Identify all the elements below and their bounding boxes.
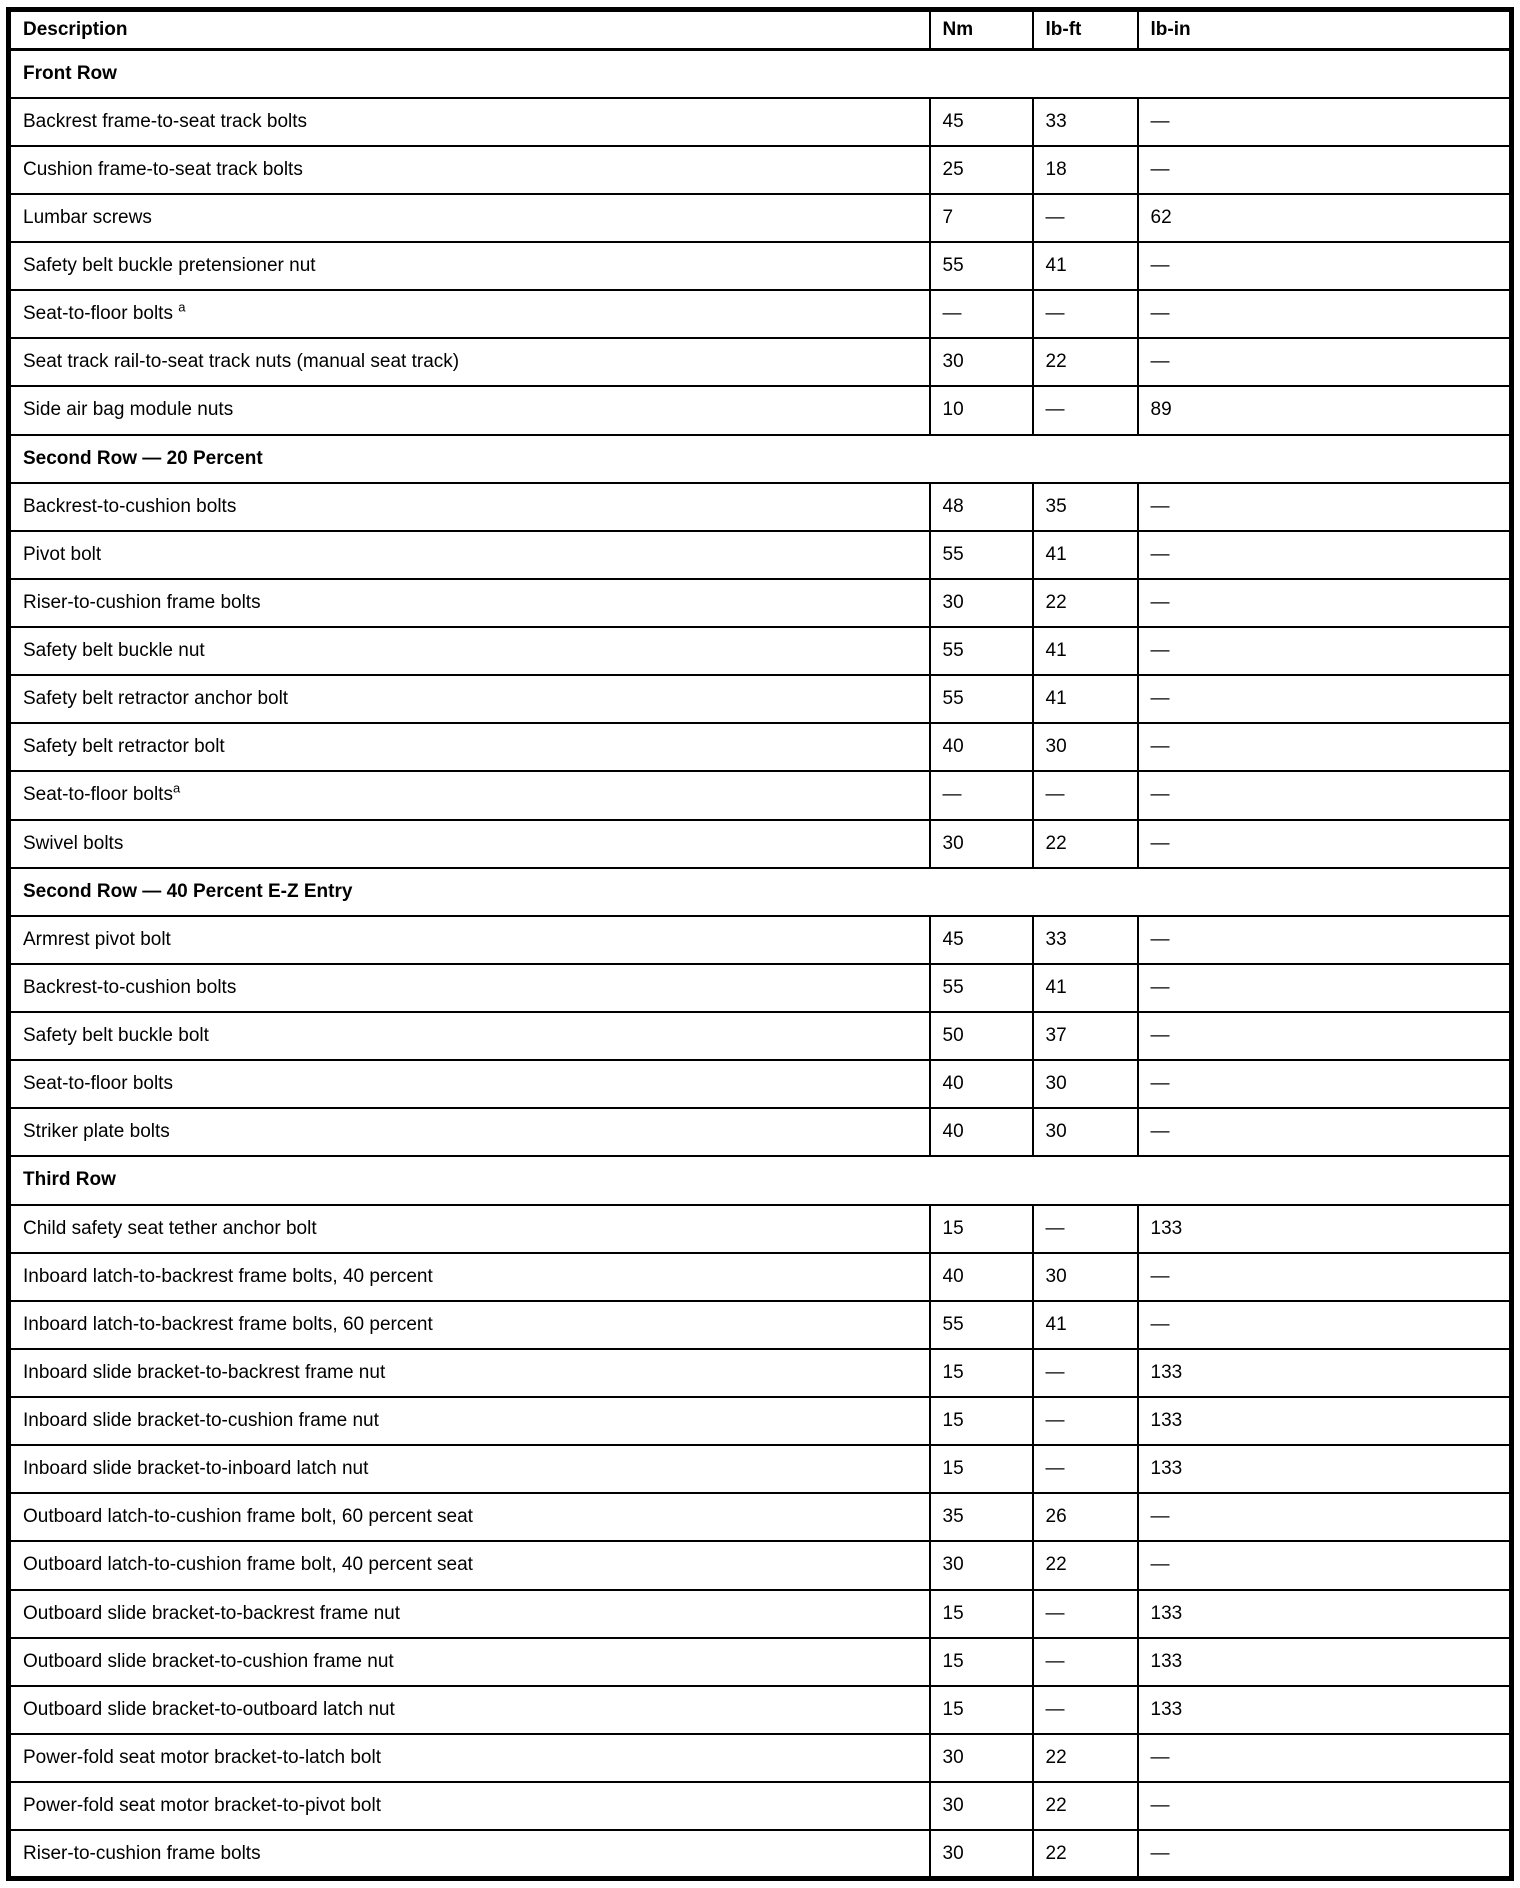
description-cell: Outboard latch-to-cushion frame bolt, 40 percent seat [9,1541,930,1589]
table-row [9,1686,1512,1734]
lbft-cell: 30 [1033,1253,1138,1301]
table-row [9,1734,1512,1782]
description-cell: Seat-to-floor bolts $^a$ [9,290,930,338]
table-row [9,820,1512,868]
column-header-lbft: lb-ft [1033,10,1138,50]
section-title: Second Row — 20 Percent [9,435,1512,483]
table-row [9,338,1512,386]
table-row [9,675,1512,723]
table-row [9,531,1512,579]
description-cell: Inboard slide bracket-to-backrest frame nut [9,1349,930,1397]
lbft-cell: — [1033,194,1138,242]
table-row [9,916,1512,964]
lbft-cell: 30 [1033,1108,1138,1156]
lbft-cell: — [1033,290,1138,338]
nm-cell: 40 [930,1060,1033,1108]
table-row [9,1349,1512,1397]
description-cell: Inboard latch-to-backrest frame bolts, 60 percent [9,1301,930,1349]
nm-cell: 40 [930,723,1033,771]
lbin-cell: 133 [1138,1205,1512,1253]
lbin-cell: — [1138,1108,1512,1156]
nm-cell: 15 [930,1349,1033,1397]
table-row [9,483,1512,531]
nm-cell: 10 [930,386,1033,434]
description-cell: Pivot bolt [9,531,930,579]
nm-cell: 30 [930,1830,1033,1878]
section-header-row [9,435,1512,483]
table-row [9,1060,1512,1108]
nm-cell: 45 [930,916,1033,964]
description-cell: Lumbar screws [9,194,930,242]
table-row [9,146,1512,194]
lbin-cell: — [1138,290,1512,338]
nm-cell: 30 [930,338,1033,386]
footnote-marker: a [172,781,181,797]
table-header [9,10,1512,50]
lbft-cell: 41 [1033,675,1138,723]
description-cell: Side air bag module nuts [9,386,930,434]
lbft-cell: 41 [1033,242,1138,290]
table-row [9,1493,1512,1541]
lbin-cell: 133 [1138,1445,1512,1493]
column-header-nm: Nm [930,10,1033,50]
nm-cell: 7 [930,194,1033,242]
table-row [9,1012,1512,1060]
lbft-cell: 22 [1033,1782,1138,1830]
lbin-cell: — [1138,579,1512,627]
lbin-cell: — [1138,98,1512,146]
nm-cell: 55 [930,675,1033,723]
torque-spec-table [6,7,1514,1881]
nm-cell: 25 [930,146,1033,194]
lbft-cell: 33 [1033,916,1138,964]
section-header-row [9,1156,1512,1204]
nm-cell: 15 [930,1205,1033,1253]
description-cell: Outboard slide bracket-to-outboard latch nut [9,1686,930,1734]
lbin-cell: — [1138,675,1512,723]
table-row [9,1590,1512,1638]
nm-cell: 30 [930,820,1033,868]
nm-cell: 40 [930,1253,1033,1301]
table-row [9,1782,1512,1830]
lbin-cell: 133 [1138,1590,1512,1638]
lbft-cell: 22 [1033,1734,1138,1782]
nm-cell: — [930,771,1033,819]
lbin-cell: — [1138,1012,1512,1060]
lbin-cell: — [1138,1301,1512,1349]
lbft-cell: 41 [1033,627,1138,675]
lbft-cell: — [1033,386,1138,434]
description-cell: Backrest-to-cushion bolts [9,964,930,1012]
lbft-cell: 18 [1033,146,1138,194]
lbin-cell: — [1138,531,1512,579]
table-row [9,1301,1512,1349]
lbin-cell: — [1138,146,1512,194]
lbin-cell: — [1138,242,1512,290]
lbin-cell: — [1138,1253,1512,1301]
nm-cell: 15 [930,1638,1033,1686]
nm-cell: 15 [930,1686,1033,1734]
lbin-cell: — [1138,771,1512,819]
lbin-cell: 62 [1138,194,1512,242]
table-row [9,579,1512,627]
nm-cell: 55 [930,964,1033,1012]
lbft-cell: 22 [1033,338,1138,386]
lbin-cell: — [1138,1493,1512,1541]
lbft-cell: — [1033,771,1138,819]
description-cell: Inboard slide bracket-to-inboard latch nut [9,1445,930,1493]
table-row [9,242,1512,290]
table-body [9,50,1512,1879]
lbft-cell: 26 [1033,1493,1138,1541]
description-cell: Safety belt buckle pretensioner nut [9,242,930,290]
nm-cell: 35 [930,1493,1033,1541]
lbft-cell: — [1033,1349,1138,1397]
description-cell: Seat track rail-to-seat track nuts (manual seat track) [9,338,930,386]
lbft-cell: 41 [1033,531,1138,579]
lbft-cell: 33 [1033,98,1138,146]
nm-cell: 48 [930,483,1033,531]
table-row [9,1830,1512,1878]
lbft-cell: — [1033,1590,1138,1638]
column-header-row [9,10,1512,50]
nm-cell: 15 [930,1590,1033,1638]
nm-cell: — [930,290,1033,338]
nm-cell: 15 [930,1445,1033,1493]
nm-cell: 30 [930,1734,1033,1782]
lbft-cell: 37 [1033,1012,1138,1060]
description-cell: Outboard slide bracket-to-backrest frame nut [9,1590,930,1638]
section-title: Third Row [9,1156,1512,1204]
nm-cell: 55 [930,531,1033,579]
footnote-marker: a [178,299,186,315]
lbin-cell: — [1138,1830,1512,1878]
description-cell: Safety belt retractor anchor bolt [9,675,930,723]
nm-cell: 45 [930,98,1033,146]
lbin-cell: 133 [1138,1397,1512,1445]
description-cell: Backrest-to-cushion bolts [9,483,930,531]
table-row [9,1205,1512,1253]
column-header-lbin: lb-in [1138,10,1512,50]
lbft-cell: 22 [1033,820,1138,868]
section-title: Front Row [9,50,1512,98]
lbft-cell: — [1033,1205,1138,1253]
lbin-cell: — [1138,916,1512,964]
lbft-cell: — [1033,1686,1138,1734]
table-row [9,964,1512,1012]
nm-cell: 50 [930,1012,1033,1060]
table-row [9,386,1512,434]
description-cell: Cushion frame-to-seat track bolts [9,146,930,194]
nm-cell: 40 [930,1108,1033,1156]
description-cell: Power-fold seat motor bracket-to-pivot bolt [9,1782,930,1830]
lbin-cell: — [1138,1541,1512,1589]
lbft-cell: 22 [1033,1541,1138,1589]
column-header-description: Description [9,10,930,50]
lbin-cell: — [1138,1782,1512,1830]
description-cell: Outboard slide bracket-to-cushion frame nut [9,1638,930,1686]
table-row [9,1108,1512,1156]
description-cell: Safety belt buckle nut [9,627,930,675]
section-title: Second Row — 40 Percent E-Z Entry [9,868,1512,916]
lbin-cell: — [1138,1734,1512,1782]
table-row [9,1397,1512,1445]
table-row [9,290,1512,338]
description-cell: Outboard latch-to-cushion frame bolt, 60 percent seat [9,1493,930,1541]
table-row [9,627,1512,675]
lbin-cell: — [1138,483,1512,531]
lbin-cell: — [1138,723,1512,771]
lbin-cell: 89 [1138,386,1512,434]
nm-cell: 55 [930,1301,1033,1349]
description-cell: Safety belt buckle bolt [9,1012,930,1060]
description-cell: Safety belt retractor bolt [9,723,930,771]
table-row [9,771,1512,819]
nm-cell: 30 [930,1541,1033,1589]
lbft-cell: 22 [1033,1830,1138,1878]
table-row [9,98,1512,146]
description-cell: Inboard slide bracket-to-cushion frame nut [9,1397,930,1445]
description-cell: Seat-to-floor bolts [9,1060,930,1108]
table-row [9,1253,1512,1301]
lbin-cell: 133 [1138,1349,1512,1397]
nm-cell: 15 [930,1397,1033,1445]
description-cell: Riser-to-cushion frame bolts [9,579,930,627]
lbft-cell: 22 [1033,579,1138,627]
table-row [9,1638,1512,1686]
section-header-row [9,868,1512,916]
description-cell: Riser-to-cushion frame bolts [9,1830,930,1878]
lbin-cell: 133 [1138,1638,1512,1686]
lbft-cell: 30 [1033,1060,1138,1108]
table-row [9,1541,1512,1589]
lbin-cell: — [1138,627,1512,675]
table-row [9,1445,1512,1493]
lbft-cell: — [1033,1397,1138,1445]
table-row [9,194,1512,242]
lbft-cell: 35 [1033,483,1138,531]
description-cell: Backrest frame-to-seat track bolts [9,98,930,146]
nm-cell: 55 [930,242,1033,290]
lbft-cell: 30 [1033,723,1138,771]
description-cell: Inboard latch-to-backrest frame bolts, 40 percent [9,1253,930,1301]
lbft-cell: — [1033,1445,1138,1493]
description-cell: Power-fold seat motor bracket-to-latch bolt [9,1734,930,1782]
lbin-cell: — [1138,820,1512,868]
table-row [9,723,1512,771]
lbin-cell: — [1138,1060,1512,1108]
lbft-cell: 41 [1033,1301,1138,1349]
description-cell: Child safety seat tether anchor bolt [9,1205,930,1253]
lbin-cell: 133 [1138,1686,1512,1734]
nm-cell: 30 [930,1782,1033,1830]
nm-cell: 55 [930,627,1033,675]
lbin-cell: — [1138,964,1512,1012]
section-header-row [9,50,1512,98]
lbft-cell: 41 [1033,964,1138,1012]
description-cell: Swivel bolts [9,820,930,868]
description-cell: Seat-to-floor bolts$^a$ [9,771,930,819]
description-cell: Striker plate bolts [9,1108,930,1156]
lbft-cell: — [1033,1638,1138,1686]
description-cell: Armrest pivot bolt [9,916,930,964]
lbin-cell: — [1138,338,1512,386]
nm-cell: 30 [930,579,1033,627]
